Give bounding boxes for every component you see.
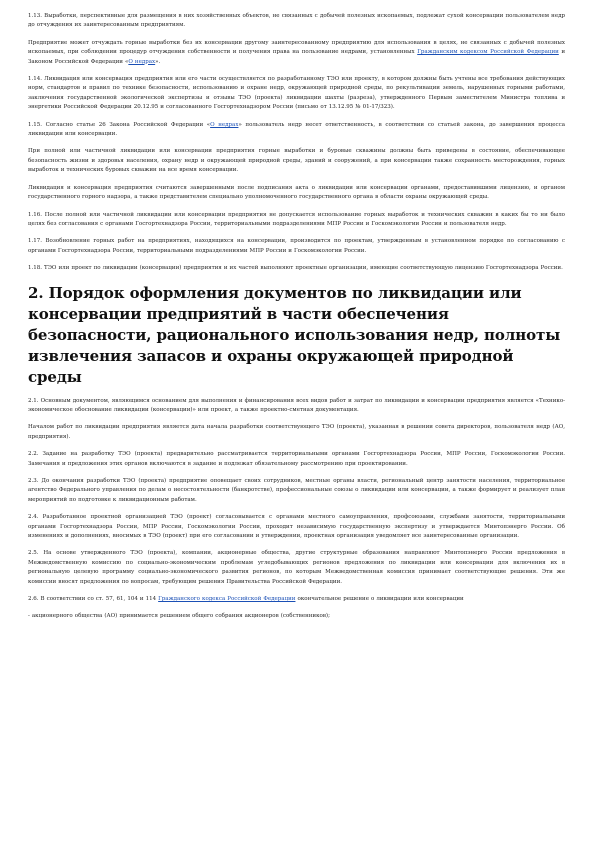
paragraph-text: 1.14. Ликвидация или консервация предприятия или его части осуществляется по разработанному ТЭО или проекту, в котором должны быть учтены все требования действующих норм, стандартов и правил по технике безопасности, использованию и охране недр, окружающей природной среды, по рекультивации земель, нарушенных горными работами, заключения государственной экологической экспертизы и отзывы ТЭО (проекта) ликвидации шахты (разреза), утвержденного Первым заместителем Министра топлива и энергетики Российской Федерации 20.12.95 и согласованного Госгортехнадзором России (письмо от 13.12.95 № 01-17/323). [28, 76, 565, 111]
paragraph-text: Ликвидация и консервация предприятия считаются завершенными после подписания акта о ликвидации или консервации органами, предоставившими лицензию, и органом государственного горного надзора, а также представителем специально уполномоченного государственного органа в области охраны окружающей среды. [28, 184, 565, 201]
document-link[interactable]: Гражданского кодекса Российской Федерации [158, 596, 296, 603]
paragraph [28, 147, 565, 175]
paragraph [28, 237, 565, 256]
paragraph [28, 211, 565, 230]
paragraphs-after-section [28, 397, 565, 622]
paragraph-text: 2.5. На основе утвержденного ТЭО (проекта), компании, акционерные общества, другие структурные образования направляют Минтопэнерго России предложения в Межведомственную комиссию по социально-экономическим проблемам угледобывающих регионов предложения по ликвидации или консервации для включения их в региональную целевую программу социально-экономического развития регионов, по которым Межведомственная комиссия принимает соответствующие решения. Эти же комиссии вносят предложения по вопросам, требующим решения Правительства Российской Федерации. [28, 550, 565, 585]
paragraph [28, 423, 565, 442]
paragraph-text: При полной или частичной ликвидации или консервации предприятия горные выработки и буровые скважины должны быть приведены в состояние, обеспечивающее безопасность жизни и здоровья населения, охрану недр и окружающей природной среды, зданий и сооружений, а при консервации также сохранность месторождения, горных выработок и технических буровых скважин на все время консервации. [28, 148, 565, 174]
document-link[interactable]: О недрах [128, 58, 156, 65]
document-link[interactable]: Гражданским кодексом Российской Федерации [417, 49, 559, 56]
paragraph-text: 1.17. Возобновление горных работ на предприятиях, находящихся на консервации, производится по проектам, утвержденным в установленном порядке по согласованию с органами Госгортехнадзора России, территориальными подразделениями МПР России и Госкомэкологии России. [28, 238, 565, 254]
paragraph-text: 2.1. Основным документом, являющимся основанием для выполнения и финансирования всех видов работ и затрат по ликвидации и консервации предприятия является «Технико-экономическое обоснование ликвидации (консервации)» или проект, а также проектно-сметная документация. [28, 397, 565, 413]
paragraph-text: ». [155, 58, 161, 65]
paragraphs-before-section [28, 12, 565, 274]
paragraph-text: Началом работ по ликвидации предприятия является дата начала разработки соответствующего ТЭО (проекта), указанная в решении совета директоров, пользователя недр (АО, предприятия). [28, 424, 565, 440]
paragraph-text: 2.4. Разработанное проектной организацией ТЭО (проект) согласовывается с органами местного самоуправления, профсоюзами, службами занятости, территориальными органами Госгортехнадзора России, МПР России, Госкомэкологии России, проходит независимую государственную экспертизу и утверждается Минтопэнерго России. Об изменениях и дополнениях, вносимых в ТЭО (проект) при его согласовании и утверждении, проектная организация уведомляет все заинтересованные организации. [28, 514, 565, 539]
paragraph-text: 1.16. После полной или частичной ликвидации или консервации предприятия не допускается использование горных выработок и технических скважин в каких бы то ни было целях без согласования с органами Госгортехнадзора России, территориальными подразделениями МПР России и Госкомэкологии России и пользователя недр. [28, 211, 565, 227]
paragraph [28, 549, 565, 587]
paragraph-text: 2.3. До окончания разработки ТЭО (проекта) предприятие оповещает своих сотрудников, местные органы власти, региональный центр занятости населения, территориальное агентство Федерального управления по делам о несостоятельности (банкротстве), профессиональные союзы о ликвидации или консервации, а также формирует и реализует план мероприятий по подготовке к ликвидационным работам. [28, 477, 565, 503]
paragraph-text: 2.6. В соответствии со ст. 57, 61, 104 и 114 [28, 596, 159, 603]
paragraph [28, 75, 565, 113]
paragraph [28, 121, 565, 140]
paragraph [28, 12, 565, 31]
paragraph [28, 397, 565, 416]
paragraph [28, 595, 565, 604]
paragraph-text: 1.18. ТЭО или проект по ликвидации (консервации) предприятия и их частей выполняют проектные организации, имеющие соответствующую лицензию Госгортехнадзора России. [28, 265, 563, 272]
paragraph [28, 264, 565, 273]
paragraph [28, 184, 565, 203]
paragraph [28, 513, 565, 541]
document-link[interactable]: О недрах [210, 121, 239, 128]
paragraph-text: окончательное решение о ликвидации или консервации [295, 596, 464, 603]
paragraph-text: и Законом Российской Федерации « [28, 49, 565, 65]
paragraph [28, 450, 565, 469]
paragraph [28, 477, 565, 505]
paragraph-text: 1.13. Выработки, перспективные для размещения в них хозяйственных объектов, не связанных с добычей полезных ископаемых, подлежат сухой консервации пользователем недр до отчуждения их заинтересованным предприятиям. [28, 13, 565, 29]
section-heading: 2. Порядок оформления документов по ликвидации или консервации предприятий в части обеспечения безопасности, рационального использования недр, полноты извлечения запасов и охраны окружающей природной среды [28, 283, 561, 386]
paragraph-text: 1.15. Согласно статье 26 Закона Российской Федерации « [28, 121, 211, 128]
paragraph-text: 2.2. Задание на разработку ТЭО (проекта) предварительно рассматривается территориальными органами Госгортехнадзора России, МПР России, Госкомэкологии России. Замечания и предложения этих органов включаются в задание и подлежат обязательному рассмотрению при проектировании. [28, 451, 565, 467]
paragraph [28, 39, 565, 67]
paragraph-text: Предприятие может отчуждать горные выработки без их консервации другому заинтересованному предприятию для использования в целях, не связанных с добычей полезных ископаемых, при соблюдении процедур отчуждения собственности и получения права на пользование недрами, установленных [28, 39, 565, 56]
paragraph-text: - акционерного общества (АО) принимается решением общего собрания акционеров (собственников); [28, 613, 330, 620]
paragraph [28, 612, 565, 621]
paragraph-text: » пользователь недр несет ответственность, в соответствии со статьей закона, до завершения процесса ликвидации или консервации. [28, 121, 565, 138]
